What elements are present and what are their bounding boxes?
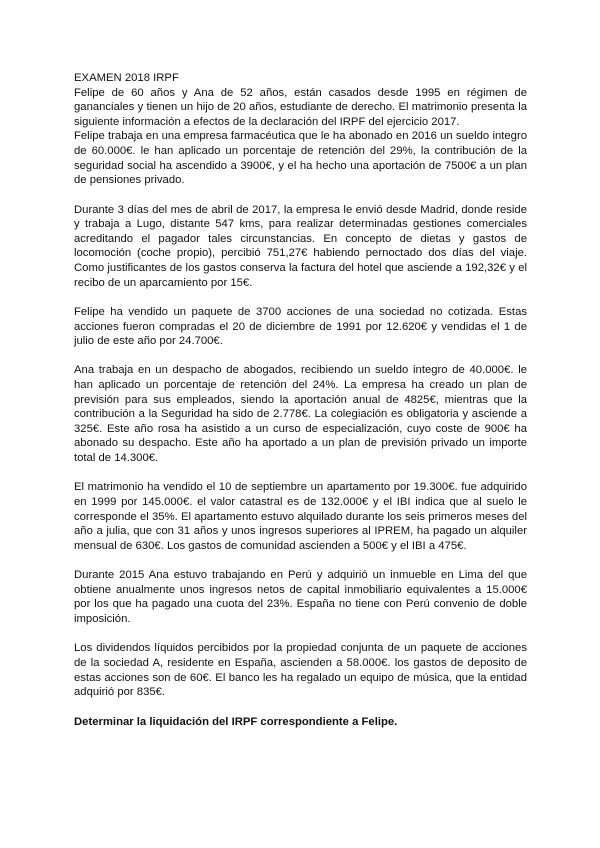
paragraph-spacer: [74, 627, 527, 642]
apartment-sale-paragraph: El matrimonio ha vendido el 10 de septiembre un apartamento por 19.300€. fue adquirido en 1999 por 145.000€. el valor catastral es de 132.000€ y el IBI indica que al suelo le corresponde el 35%. El apartamento estuvo alquilado durante los seis primeros meses del año a julia, que con 31 años y unos ingresos superiores al IPREM, ha pagado un alquiler mensual de 630€. Los gastos de comunidad ascienden a 500€ y el IBI a 475€.: [74, 481, 527, 552]
paragraph-spacer: [74, 290, 527, 305]
ana-salary-paragraph: Ana trabaja en un despacho de abogados, recibiendo un sueldo integro de 40.000€. le han aplicado un porcentaje de retención del 24%. La empresa ha creado un plan de previsión para sus empleados, siendo la aportación anual de 4825€, mientras que la contribución a la Seguridad ha sido de 2.778€. La colegiación es obligatoria y asciende a 325€. Este año rosa ha asistido a un curso de especialización, cuyo coste de 900€ ha abonado su despacho. Este año ha aportado a un plan de previsión privado un importe total de 14.300€.: [74, 364, 527, 465]
felipe-salary-paragraph: Felipe trabaja en una empresa farmacéutica que le ha abonado en 2016 un sueldo integro de 60.000€. le han aplicado un porcentaje de retención del 29%, la contribución de la seguridad social ha ascendido a 3900€, y el ha hecho una aportación de 7500€ a un plan de pensiones privado.: [74, 130, 527, 187]
paragraph-spacer: [74, 188, 527, 203]
peru-property-paragraph: Durante 2015 Ana estuvo trabajando en Perú y adquirió un inmueble en Lima del que obtiene anualmente unos ingresos netos de capital inmobiliario equivalentes a 15.000€ por los que ha pagado una cuota del 23%. España no tiene con Perú convenio de doble imposición.: [74, 569, 527, 625]
paragraph-spacer: [74, 700, 527, 715]
travel-expenses-paragraph: Durante 3 días del mes de abril de 2017, la empresa le envió desde Madrid, donde reside y trabaja a Lugo, distante 547 kms, para realizar determinadas gestiones comerciales acreditando el pagador tales circunstancias. En concepto de dietas y gastos de locomoción (coche propio), percibió 751,27€ habiendo pernoctado dos días del viaje. Como justificantes de los gastos conserva la factura del hotel que asciende a 192,32€ y el recibo de un aparcamiento por 15€.: [74, 203, 527, 289]
dividends-paragraph: Los dividendos líquidos percibidos por la propiedad conjunta de un paquete de acciones de la sociedad A, residente en España, ascienden a 58.000€. los gastos de deposito de estas acciones son de 60€. El banco les ha regalado un equipo de música, que la entidad adquirió por 835€.: [74, 642, 527, 699]
document-title: EXAMEN 2018 IRPF: [74, 72, 179, 84]
paragraph-spacer: [74, 466, 527, 481]
shares-sale-paragraph: Felipe ha vendido un paquete de 3700 acciones de una sociedad no cotizada. Estas acciones fueron compradas el 20 de diciembre de 1991 por 12.620€ y vendidas el 1 de julio de este año por 24.700€.: [74, 305, 527, 348]
paragraph-spacer: [74, 349, 527, 364]
exam-question: Determinar la liquidación del IRPF correspondiente a Felipe.: [74, 715, 398, 728]
exam-document: [74, 71, 527, 729]
paragraph-spacer: [74, 553, 527, 568]
intro-paragraph: Felipe de 60 años y Ana de 52 años, están casados desde 1995 en régimen de gananciales y tienen un hijo de 20 años, estudiante de derecho. El matrimonio presenta la siguiente información a efectos de la declaración del IRPF del ejercicio 2017.: [74, 86, 527, 128]
